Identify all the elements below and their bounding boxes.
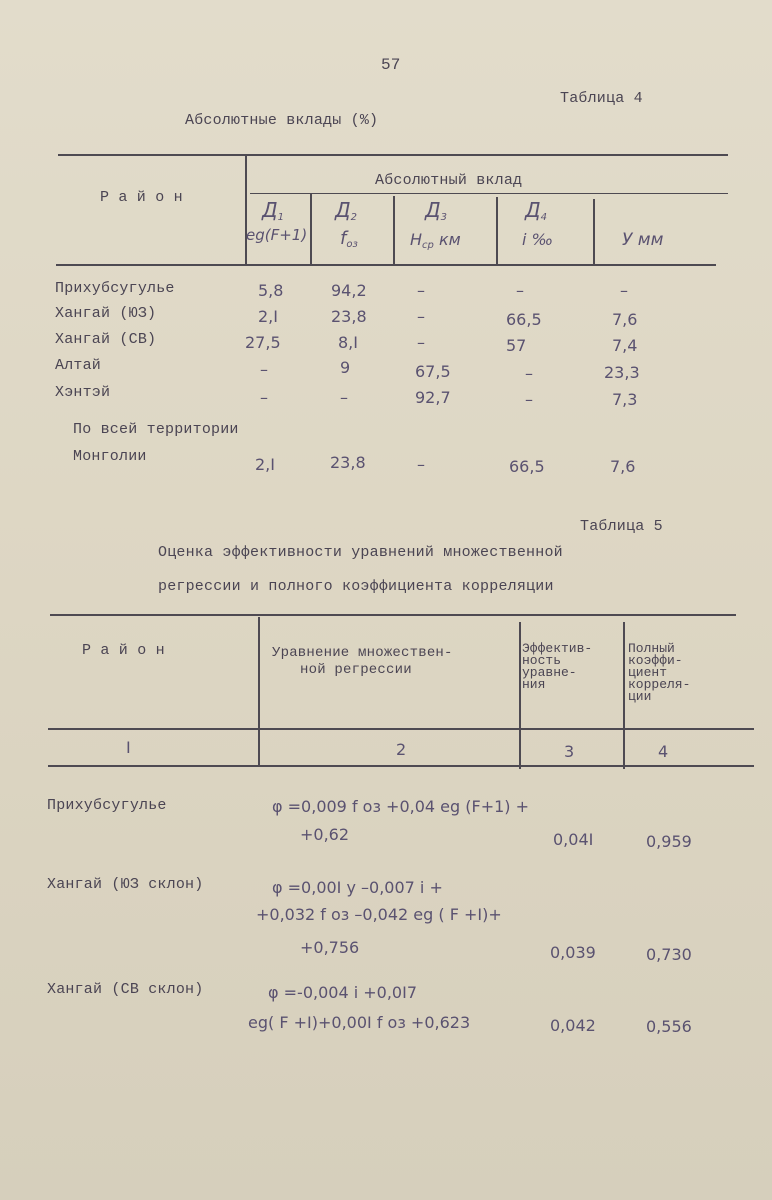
table4-col1-var: eg(F+1) xyxy=(246,226,308,244)
equation-line: +0,62 xyxy=(300,825,350,844)
cell: 9 xyxy=(340,358,351,377)
cell: 27,5 xyxy=(245,333,281,352)
table4-header-group: Абсолютный вклад xyxy=(375,172,523,189)
table5-header-correlation: Полный коэффи- циент корреля- ции xyxy=(628,641,691,704)
cell: – xyxy=(516,281,524,300)
cell: 67,5 xyxy=(415,362,451,381)
table4-vrule-1 xyxy=(245,155,247,265)
table4-label: Таблица 4 xyxy=(560,90,643,107)
table4-col3-var: $H_{cp}$ км xyxy=(410,230,461,251)
cell: 94,2 xyxy=(331,281,367,300)
total-region-line1: По всей территории xyxy=(73,421,239,438)
table4-vrule-2 xyxy=(310,194,312,264)
table4-title: Абсолютные вклады (%) xyxy=(185,112,379,129)
cell: 7,6 xyxy=(610,457,636,476)
table5-top-rule xyxy=(50,614,736,616)
cell: 7,6 xyxy=(612,310,638,329)
row-region: Прихубсугулье xyxy=(55,280,175,297)
correlation-value: 0,556 xyxy=(646,1017,692,1036)
table4-header-region: Р а й о н xyxy=(100,189,183,206)
correlation-value: 0,730 xyxy=(646,945,692,964)
cell: 57 xyxy=(506,336,527,355)
table5-colnum-3: 3 xyxy=(564,742,575,761)
equation-line: φ =0,009 f оз +0,04 eg (F+1) + xyxy=(272,797,530,816)
cell: – xyxy=(417,281,425,300)
cell: – xyxy=(525,390,533,409)
row-region: Хангай (СВ склон) xyxy=(47,981,204,998)
cell: 66,5 xyxy=(506,310,542,329)
cell: 66,5 xyxy=(509,457,545,476)
cell: – xyxy=(620,281,628,300)
table5-header-equation-line1: Уравнение множествен- xyxy=(272,645,453,661)
table5-numbers-rule xyxy=(48,765,754,767)
cell: 2,I xyxy=(255,455,275,474)
cell: – xyxy=(525,364,533,383)
table4-group-rule xyxy=(250,193,728,194)
cell: 92,7 xyxy=(415,388,451,407)
cell: – xyxy=(417,307,425,326)
table4-col1-header: $Д_1$ xyxy=(262,198,284,223)
equation-line: +0,032 f оз –0,042 eg ( F +I)+ xyxy=(256,905,502,924)
table4-header-bottom-rule xyxy=(56,264,716,266)
equation-line: φ =-0,004 i +0,0I7 xyxy=(268,983,417,1002)
page-number: 57 xyxy=(381,56,401,74)
equation-line: +0,756 xyxy=(300,938,360,957)
table5-vrule-2 xyxy=(519,622,521,769)
table4-col5-var: У мм xyxy=(622,230,664,250)
table4-col3-header: $Д_3$ xyxy=(425,198,447,223)
cell: 7,4 xyxy=(612,336,638,355)
table4-col4-header: $Д_4$ xyxy=(525,198,547,223)
row-region: Хангай (ЮЗ склон) xyxy=(47,876,204,893)
table5-label: Таблица 5 xyxy=(580,518,663,535)
cell: – xyxy=(260,360,268,379)
table4-top-rule xyxy=(58,154,728,156)
cell: 23,8 xyxy=(330,453,366,472)
table5-header-rule xyxy=(48,728,754,730)
table5-header-equation-line2: ной регрессии xyxy=(300,662,412,678)
table4-vrule-4 xyxy=(496,197,498,264)
table5-header-efficiency: Эффектив- ность уравне- ния xyxy=(522,641,593,692)
cell: 5,8 xyxy=(258,281,284,300)
table5-title-line1: Оценка эффективности уравнений множественной xyxy=(158,544,563,561)
row-region: Алтай xyxy=(55,357,102,374)
efficiency-value: 0,04I xyxy=(553,830,594,849)
equation-line: φ =0,00I y –0,007 i + xyxy=(272,878,443,897)
table5-colnum-4: 4 xyxy=(658,742,669,761)
row-region: Прихубсугулье xyxy=(47,797,167,814)
table5-colnum-2: 2 xyxy=(396,740,407,759)
table4-vrule-3 xyxy=(393,196,395,264)
table5-vrule-3 xyxy=(623,622,625,769)
row-region: Хангай (ЮЗ) xyxy=(55,305,157,322)
table4-vrule-5 xyxy=(593,199,595,264)
efficiency-value: 0,039 xyxy=(550,943,596,962)
total-region-line2: Монголии xyxy=(73,448,147,465)
row-region: Хангай (СВ) xyxy=(55,331,157,348)
table5-header-region: Р а й о н xyxy=(82,642,165,659)
cell: 7,3 xyxy=(612,390,638,409)
table5-colnum-1: I xyxy=(126,738,131,757)
cell: – xyxy=(417,455,425,474)
efficiency-value: 0,042 xyxy=(550,1016,596,1035)
cell: – xyxy=(340,388,348,407)
cell: 2,I xyxy=(258,307,278,326)
table5-vrule-1 xyxy=(258,617,260,767)
table4-col4-var: i ‰ xyxy=(522,230,554,249)
correlation-value: 0,959 xyxy=(646,832,692,851)
table4-col2-var: $f_{oз}$ xyxy=(340,228,358,250)
cell: 8,I xyxy=(338,333,358,352)
table4-col2-header: $Д_2$ xyxy=(335,198,357,223)
cell: 23,8 xyxy=(331,307,367,326)
cell: – xyxy=(260,388,268,407)
equation-line: eg( F +I)+0,00I f оз +0,623 xyxy=(248,1013,471,1032)
table5-title-line2: регрессии и полного коэффициента корреляции xyxy=(158,578,554,595)
cell: 23,3 xyxy=(604,363,640,382)
cell: – xyxy=(417,333,425,352)
row-region: Хэнтэй xyxy=(55,384,111,401)
